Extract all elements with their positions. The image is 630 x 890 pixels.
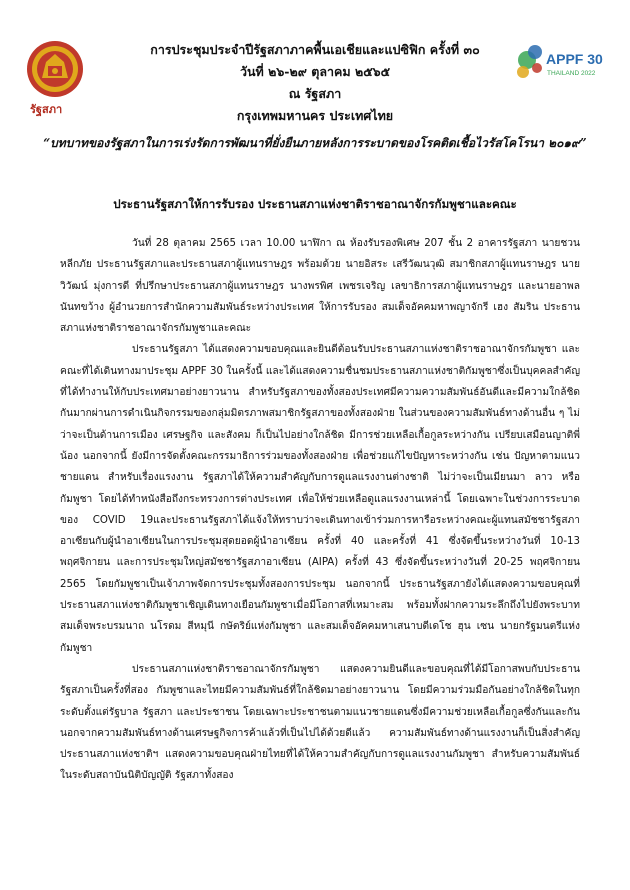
appf-logo-subtext: THAILAND 2022 xyxy=(547,70,596,77)
conference-theme: “บทบาทของรัฐสภาในการเร่งรัดการพัฒนาที่ยั่งยืนภายหลังการระบาดของโรคติดเชื้อไวรัสโคโรนา ๒๐๑๙” xyxy=(43,136,587,150)
news-body xyxy=(60,233,580,787)
appf-logo-text: APPF 30 xyxy=(546,51,603,67)
conference-dates: วันที่ ๒๖-๒๙ ตุลาคม ๒๕๖๕ xyxy=(239,64,391,79)
body-paragraph: ประธานสภาแห่งชาติราชอาณาจักรกัมพูชา แสดงความยินดีและขอบคุณที่ได้มีโอกาสพบกับประธานรัฐสภาเป็นครั้งที่สอง กัมพูชาและไทยมีความสัมพันธ์ที่ใกล้ชิดมาอย่างยาวนาน โดยมีความร่วมมือกันอย่างใกล้ชิดในทุกระดับตั้งแต่รัฐบาล รัฐสภา และประชาชน โดยเฉพาะประชาชนตามแนวชายแดนซึ่งมีความช่วยเหลือเกื้อกูลซึ่งกันและกัน นอกจากความสัมพันธ์ทางด้านเศรษฐกิจการค้าแล้วที่เป็นไปได้ด้วยดีแล้ว ความสัมพันธ์ทางด้านแรงงานก็เป็นสิ่งสำคัญ ประธานสภาแห่งชาติฯ แสดงความขอบคุณฝ่ายไทยที่ได้ให้ความสำคัญกับการดูแลแรงงานกัมพูชา สำหรับความสัมพันธ์ในระดับสถาบันนิติบัญญัติ รัฐสภาทั้งสอง xyxy=(60,663,580,782)
conference-venue: ณ รัฐสภา xyxy=(288,86,342,101)
conference-city: กรุงเทพมหานคร ประเทศไทย xyxy=(236,108,394,123)
conference-title: การประชุมประจำปีรัฐสภาภาคพื้นเอเชียและแปซิฟิก ครั้งที่ ๓๐ xyxy=(150,42,480,57)
seal-caption: รัฐสภา xyxy=(30,103,63,116)
body-paragraph: ประธานรัฐสภา ได้แสดงความขอบคุณและยินดีต้อนรับประธานสภาแห่งชาติราชอาณาจักรกัมพูชา และคณะที่ได้เดินทางมาประชุม APPF 30 ในครั้งนี้ และได้แสดงความชื่นชมประธานสภาแห่งชาติกัมพูชาซึ่งเป็นบุคคลสำคัญที่ได้ทำงานให้กับประเทศมาอย่างยาวนาน สำหรับรัฐสภาของทั้งสองประเทศมีความความสัมพันธ์อันดีและมีความใกล้ชิดกันมากผ่านการดำเนินกิจกรรมของกลุ่มมิตรภาพสมาชิกรัฐสภาของทั้งสองฝ่าย ในส่วนของความสัมพันธ์ทางด้านอื่น ๆ ไม่ว่าจะเป็นด้านการเมือง เศรษฐกิจ และสังคม ก็เป็นไปอย่างใกล้ชิด มีการช่วยเหลือเกื้อกูลระหว่างกัน เปรียบเสมือนญาติพี่น้อง นอกจากนี้ ยังมีการจัดตั้งคณะกรรมาธิการร่วมของทั้งสองฝ่าย เพื่อช่วยแก้ไขปัญหาระหว่างกัน เช่น ปัญหาตามแนวชายแดน สำหรับเรื่องแรงงาน รัฐสภาได้ให้ความสำคัญกับการดูแลแรงงานต่างชาติ ไม่ว่าจะเป็นเมียนมา ลาว หรือ กัมพูชา โดยได้ทำหนังสือถึงกระทรวงการต่างประเทศ เพื่อให้ช่วยเหลือดูแลแรงงานเหล่านี้ โดยเฉพาะในช่วงการระบาดของ COVID 19และประธานรัฐสภาได้แจ้งให้ทราบว่าจะเดินทางเข้าร่วมการหารือระหว่างคณะผู้แทนสมัชชารัฐสภาอาเซียนกับผู้นำอาเซียนในการประชุมสุดยอดผู้นำอาเซียน ครั้งที่ 40 และครั้งที่ 41 ซึ่งจัดขึ้นระหว่างวันที่ 10-13 พฤศจิกายน และการประชุมใหญ่สมัชชารัฐสภาอาเซียน (AIPA) ครั้งที่ 43 ซึ่งจัดขึ้นระหว่างวันที่ 20-25 พฤศจิกายน 2565 โดยกัมพูชาเป็นเจ้าภาพจัดการประชุมทั้งสองการประชุม นอกจากนี้ ประธานรัฐสภายังได้แสดงความขอบคุณที่ประธานสภาแห่งชาติกัมพูชาเชิญเดินทางเยือนกัมพูชาเมื่อมีโอกาสที่เหมาะสม พร้อมทั้งฝากความระลึกถึงไปยังพระบาทสมเด็จพระบรมนาถ นโรดม สีหมุนี กษัตริย์แห่งกัมพูชา และสมเด็จอัคคมหาเสนาบดีเดโช ฮุน เซน นายกรัฐมนตรีแห่งกัมพูชา xyxy=(60,344,580,654)
body-paragraph: วันที่ 28 ตุลาคม 2565 เวลา 10.00 นาฬิกา ณ ห้องรับรองพิเศษ 207 ชั้น 2 อาคารรัฐสภา นายชวน หลีกภัย ประธานรัฐสภาและประธานสภาผู้แทนราษฎร พร้อมด้วย นายอิสระ เสรีวัฒนวุฒิ สมาชิกสภาผู้แทนราษฎร นายวิวัฒน์ มุ่งการดี ที่ปรึกษาประธานสภาผู้แทนราษฎร นางพรพิศ เพชรเจริญ เลขาธิการสภาผู้แทนราษฎร และนายอาพล นันทขว้าง ผู้อำนวยการสำนักความสัมพันธ์ระหว่างประเทศ ให้การรับรอง สมเด็จอัคคมหาพญาจักรี เฮง สัมริน ประธานสภาแห่งชาติราชอาณาจักรกัมพูชาและคณะ xyxy=(60,238,580,335)
document-header xyxy=(0,0,630,150)
news-headline: ประธานรัฐสภาให้การรับรอง ประธานสภาแห่งชาติราชอาณาจักรกัมพูชาและคณะ xyxy=(113,197,517,211)
